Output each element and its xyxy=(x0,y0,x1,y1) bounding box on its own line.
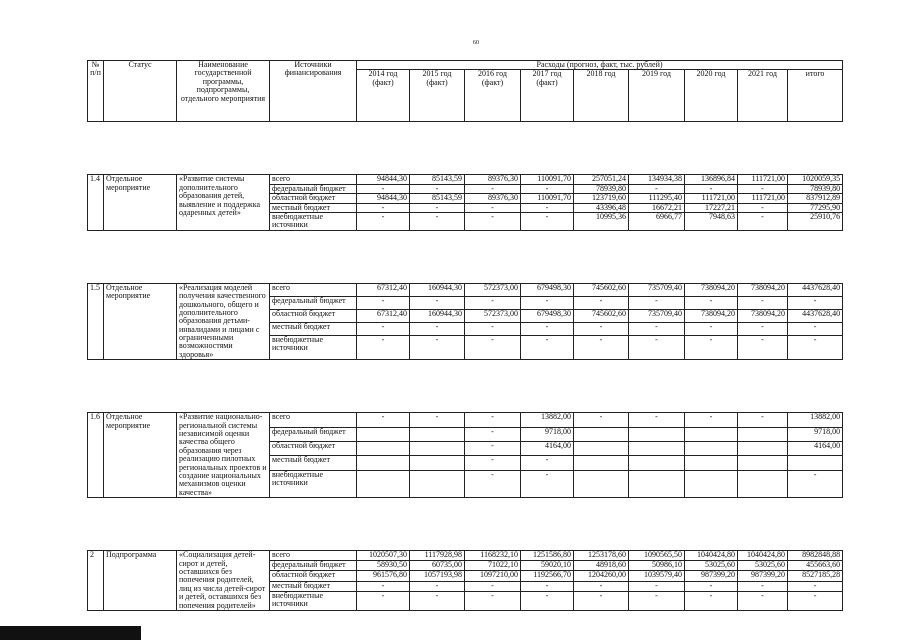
value-cell: 6966,77 xyxy=(629,212,685,230)
value-cell: - xyxy=(738,591,788,610)
value-cell xyxy=(574,442,629,456)
value-cell: - xyxy=(574,591,629,610)
value-cell: 110091,70 xyxy=(521,175,574,184)
value-cell: - xyxy=(357,335,410,360)
value-cell: 9718,00 xyxy=(521,427,574,441)
value-cell: 1192566,70 xyxy=(521,571,574,581)
value-cell: - xyxy=(465,296,521,309)
value-cell: 111295,40 xyxy=(629,194,685,203)
value-cell: 745602,60 xyxy=(574,283,629,296)
scan-edge-mark xyxy=(0,626,141,640)
value-cell: - xyxy=(738,203,788,212)
row-status: Отдельное мероприятие xyxy=(104,413,177,498)
value-cell: - xyxy=(574,413,629,427)
value-cell: - xyxy=(465,581,521,591)
value-cell: - xyxy=(410,296,465,309)
value-cell xyxy=(357,456,410,470)
header-year-1: 2015 год (факт) xyxy=(410,70,465,122)
funding-source: областной бюджет xyxy=(270,194,357,203)
value-cell: 17227,21 xyxy=(685,203,738,212)
value-cell: 8527185,28 xyxy=(788,571,843,581)
value-cell: 43396,48 xyxy=(574,203,629,212)
value-cell: 16672,21 xyxy=(629,203,685,212)
value-cell: 13882,00 xyxy=(788,413,843,427)
value-cell: - xyxy=(465,203,521,212)
value-cell: - xyxy=(685,296,738,309)
row-name: «Развитие национально-региональной системы независимой оценки качества общего образования через реализацию пилотных региональных проектов и создание национальных механизмов оценки качества» xyxy=(177,413,270,498)
value-cell: 738094,20 xyxy=(685,283,738,296)
value-cell xyxy=(685,442,738,456)
value-cell: 60735,00 xyxy=(410,561,465,571)
value-cell xyxy=(410,456,465,470)
value-cell: 10995,36 xyxy=(574,212,629,230)
value-cell: - xyxy=(574,581,629,591)
value-cell: 9718,00 xyxy=(788,427,843,441)
value-cell: 4164,00 xyxy=(788,442,843,456)
value-cell: 67312,40 xyxy=(357,309,410,322)
header-year-2: 2016 год (факт) xyxy=(465,70,521,122)
value-cell: - xyxy=(574,296,629,309)
value-cell xyxy=(629,427,685,441)
value-cell: - xyxy=(629,322,685,335)
header-year-7: 2021 год xyxy=(738,70,788,122)
value-cell xyxy=(574,427,629,441)
value-cell: - xyxy=(788,581,843,591)
value-cell: 85143,59 xyxy=(410,194,465,203)
value-cell: 53025,60 xyxy=(685,561,738,571)
value-cell: - xyxy=(685,335,738,360)
row-spacer xyxy=(88,122,843,175)
value-cell: - xyxy=(738,322,788,335)
funding-source: федеральный бюджет xyxy=(270,561,357,571)
value-cell: 738094,20 xyxy=(738,283,788,296)
value-cell: - xyxy=(738,296,788,309)
value-cell: 123719,60 xyxy=(574,194,629,203)
value-cell: - xyxy=(465,427,521,441)
header-year-6: 2020 год xyxy=(685,70,738,122)
value-cell: 48918,60 xyxy=(574,561,629,571)
value-cell xyxy=(629,470,685,497)
value-cell: - xyxy=(465,591,521,610)
value-cell: 94844,30 xyxy=(357,175,410,184)
value-cell: - xyxy=(357,212,410,230)
value-cell: 53025,60 xyxy=(738,561,788,571)
value-cell: 50986,10 xyxy=(629,561,685,571)
funding-source: всего xyxy=(270,551,357,561)
value-cell: - xyxy=(357,296,410,309)
value-cell: - xyxy=(574,322,629,335)
value-cell: - xyxy=(410,581,465,591)
value-cell: - xyxy=(629,591,685,610)
header-year-0: 2014 год (факт) xyxy=(357,70,410,122)
value-cell xyxy=(629,442,685,456)
value-cell: 679498,30 xyxy=(521,283,574,296)
value-cell: - xyxy=(357,413,410,427)
value-cell: - xyxy=(738,212,788,230)
value-cell: 160944,30 xyxy=(410,283,465,296)
row-spacer xyxy=(88,360,843,413)
value-cell: - xyxy=(521,591,574,610)
value-cell: 4437628,40 xyxy=(788,309,843,322)
value-cell: 77295,90 xyxy=(788,203,843,212)
value-cell: - xyxy=(521,296,574,309)
funding-source: федеральный бюджет xyxy=(270,427,357,441)
header-year-4: 2018 год xyxy=(574,70,629,122)
value-cell: 1251586,80 xyxy=(521,551,574,561)
value-cell xyxy=(738,427,788,441)
value-cell: - xyxy=(521,184,574,193)
value-cell: 257051,24 xyxy=(574,175,629,184)
value-cell: 1020059,35 xyxy=(788,175,843,184)
value-cell: - xyxy=(465,413,521,427)
page-number: 60 xyxy=(473,40,479,46)
value-cell: - xyxy=(788,591,843,610)
header-year-3: 2017 год (факт) xyxy=(521,70,574,122)
table-row xyxy=(88,413,843,427)
value-cell: - xyxy=(465,212,521,230)
budget-table xyxy=(87,60,843,611)
value-cell: - xyxy=(521,335,574,360)
value-cell: - xyxy=(574,335,629,360)
value-cell: 89376,30 xyxy=(465,194,521,203)
value-cell: - xyxy=(738,581,788,591)
value-cell: 837912,89 xyxy=(788,194,843,203)
value-cell: 134934,38 xyxy=(629,175,685,184)
funding-source: внебюджетные источники xyxy=(270,470,357,497)
funding-source: местный бюджет xyxy=(270,203,357,212)
value-cell: 1253178,60 xyxy=(574,551,629,561)
value-cell: 455663,60 xyxy=(788,561,843,571)
spacer-cell xyxy=(88,360,843,413)
value-cell xyxy=(357,427,410,441)
value-cell: - xyxy=(465,322,521,335)
value-cell: 961576,80 xyxy=(357,571,410,581)
value-cell: - xyxy=(788,470,843,497)
value-cell: 8982848,88 xyxy=(788,551,843,561)
row-spacer xyxy=(88,498,843,551)
value-cell: - xyxy=(521,322,574,335)
value-cell: 1168232,10 xyxy=(465,551,521,561)
spacer-cell xyxy=(88,498,843,551)
table-row xyxy=(88,283,843,296)
value-cell: - xyxy=(465,456,521,470)
spacer-cell xyxy=(88,122,843,175)
value-cell xyxy=(685,470,738,497)
value-cell: 738094,20 xyxy=(738,309,788,322)
value-cell: 1090565,50 xyxy=(629,551,685,561)
value-cell: 4437628,40 xyxy=(788,283,843,296)
value-cell: 572373,00 xyxy=(465,283,521,296)
value-cell: - xyxy=(357,591,410,610)
value-cell: 85143,59 xyxy=(410,175,465,184)
header-status: Статус xyxy=(104,61,177,122)
funding-source: федеральный бюджет xyxy=(270,296,357,309)
funding-source: внебюджетные источники xyxy=(270,212,357,230)
funding-source: внебюджетные источники xyxy=(270,335,357,360)
value-cell: - xyxy=(629,296,685,309)
header-expenses: Расходы (прогноз, факт, тыс. рублей) xyxy=(357,61,843,70)
value-cell: 1117928,98 xyxy=(410,551,465,561)
header-year-8: итого xyxy=(788,70,843,122)
value-cell: - xyxy=(788,322,843,335)
row-name: «Реализация моделей получения качественного дошкольного, общего и дополнительного образования детьми-инвалидами и лицами с ограниченными возможностями здоровья» xyxy=(177,283,270,360)
value-cell: - xyxy=(738,184,788,193)
value-cell: - xyxy=(629,184,685,193)
value-cell: 89376,30 xyxy=(465,175,521,184)
value-cell: 136896,84 xyxy=(685,175,738,184)
value-cell: 735709,40 xyxy=(629,309,685,322)
row-number: 2 xyxy=(88,551,104,611)
value-cell: 572373,00 xyxy=(465,309,521,322)
funding-source: областной бюджет xyxy=(270,309,357,322)
value-cell xyxy=(410,470,465,497)
row-name: «Развитие системы дополнительного образования детей, выявление и поддержка одаренных детей» xyxy=(177,175,270,230)
value-cell xyxy=(574,470,629,497)
value-cell xyxy=(685,427,738,441)
value-cell: 738094,20 xyxy=(685,309,738,322)
value-cell: 1039579,40 xyxy=(629,571,685,581)
value-cell: - xyxy=(410,212,465,230)
value-cell: 111721,00 xyxy=(685,194,738,203)
value-cell: - xyxy=(685,591,738,610)
value-cell xyxy=(410,442,465,456)
value-cell: 78939,80 xyxy=(788,184,843,193)
value-cell: 94844,30 xyxy=(357,194,410,203)
value-cell: - xyxy=(629,413,685,427)
value-cell: 1097210,00 xyxy=(465,571,521,581)
value-cell: 59020,10 xyxy=(521,561,574,571)
value-cell xyxy=(629,456,685,470)
value-cell: - xyxy=(738,413,788,427)
funding-source: областной бюджет xyxy=(270,571,357,581)
row-name: «Социализация детей-сирот и детей, оставшихся без попечения родителей, лиц из числа детей-сирот и детей, оставшихся без попечения родителей» xyxy=(177,551,270,611)
funding-source: всего xyxy=(270,413,357,427)
header-name: Наименование государственной программы, подпрограммы, отдельного мероприятия xyxy=(177,61,270,122)
value-cell: - xyxy=(788,296,843,309)
value-cell: - xyxy=(465,470,521,497)
value-cell: - xyxy=(410,413,465,427)
row-status: Подпрограмма xyxy=(104,551,177,611)
table-row xyxy=(88,551,843,561)
value-cell: 735709,40 xyxy=(629,283,685,296)
table-row xyxy=(88,175,843,184)
value-cell: 987399,20 xyxy=(738,571,788,581)
value-cell xyxy=(357,470,410,497)
value-cell xyxy=(738,442,788,456)
header-num: № п/п xyxy=(88,61,104,122)
value-cell: - xyxy=(685,413,738,427)
value-cell: 1057193,98 xyxy=(410,571,465,581)
value-cell: 67312,40 xyxy=(357,283,410,296)
row-number: 1.4 xyxy=(88,175,104,230)
funding-source: местный бюджет xyxy=(270,581,357,591)
funding-source: федеральный бюджет xyxy=(270,184,357,193)
value-cell: - xyxy=(685,581,738,591)
value-cell: 1040424,80 xyxy=(685,551,738,561)
value-cell: 7948,63 xyxy=(685,212,738,230)
header-year-5: 2019 год xyxy=(629,70,685,122)
value-cell: 78939,80 xyxy=(574,184,629,193)
value-cell xyxy=(357,442,410,456)
value-cell: - xyxy=(410,591,465,610)
value-cell xyxy=(410,427,465,441)
value-cell: - xyxy=(410,184,465,193)
row-spacer xyxy=(88,230,843,283)
value-cell: - xyxy=(521,203,574,212)
value-cell: 1020507,30 xyxy=(357,551,410,561)
value-cell: - xyxy=(521,470,574,497)
spacer-cell xyxy=(88,230,843,283)
value-cell xyxy=(685,456,738,470)
value-cell: - xyxy=(521,456,574,470)
value-cell: - xyxy=(410,335,465,360)
value-cell: - xyxy=(357,581,410,591)
value-cell: 160944,30 xyxy=(410,309,465,322)
value-cell xyxy=(738,456,788,470)
value-cell: 111721,00 xyxy=(738,175,788,184)
value-cell: 13882,00 xyxy=(521,413,574,427)
value-cell: - xyxy=(685,322,738,335)
header-row-1 xyxy=(88,61,843,70)
value-cell: 110091,70 xyxy=(521,194,574,203)
value-cell: - xyxy=(521,212,574,230)
value-cell: - xyxy=(357,203,410,212)
value-cell: 25910,76 xyxy=(788,212,843,230)
value-cell: - xyxy=(465,184,521,193)
funding-source: местный бюджет xyxy=(270,456,357,470)
value-cell: - xyxy=(685,184,738,193)
funding-source: всего xyxy=(270,283,357,296)
value-cell: 745602,60 xyxy=(574,309,629,322)
value-cell xyxy=(738,470,788,497)
row-status: Отдельное мероприятие xyxy=(104,175,177,230)
funding-source: всего xyxy=(270,175,357,184)
value-cell: - xyxy=(357,184,410,193)
value-cell: - xyxy=(465,335,521,360)
value-cell: - xyxy=(521,581,574,591)
value-cell: 987399,20 xyxy=(685,571,738,581)
value-cell: 1204260,00 xyxy=(574,571,629,581)
funding-source: местный бюджет xyxy=(270,322,357,335)
header-source: Источники финансирования xyxy=(270,61,357,122)
value-cell: 58930,50 xyxy=(357,561,410,571)
row-status: Отдельное мероприятие xyxy=(104,283,177,360)
value-cell: 111721,00 xyxy=(738,194,788,203)
value-cell: - xyxy=(738,335,788,360)
funding-source: областной бюджет xyxy=(270,442,357,456)
value-cell xyxy=(788,456,843,470)
value-cell xyxy=(574,456,629,470)
value-cell: - xyxy=(788,335,843,360)
value-cell: - xyxy=(629,335,685,360)
funding-source: внебюджетные источники xyxy=(270,591,357,610)
row-number: 1.5 xyxy=(88,283,104,360)
value-cell: 679498,30 xyxy=(521,309,574,322)
row-number: 1.6 xyxy=(88,413,104,498)
value-cell: - xyxy=(357,322,410,335)
value-cell: 71022,10 xyxy=(465,561,521,571)
value-cell: - xyxy=(410,203,465,212)
value-cell: 4164,00 xyxy=(521,442,574,456)
value-cell: 1040424,80 xyxy=(738,551,788,561)
value-cell: - xyxy=(465,442,521,456)
value-cell: - xyxy=(410,322,465,335)
value-cell: - xyxy=(629,581,685,591)
